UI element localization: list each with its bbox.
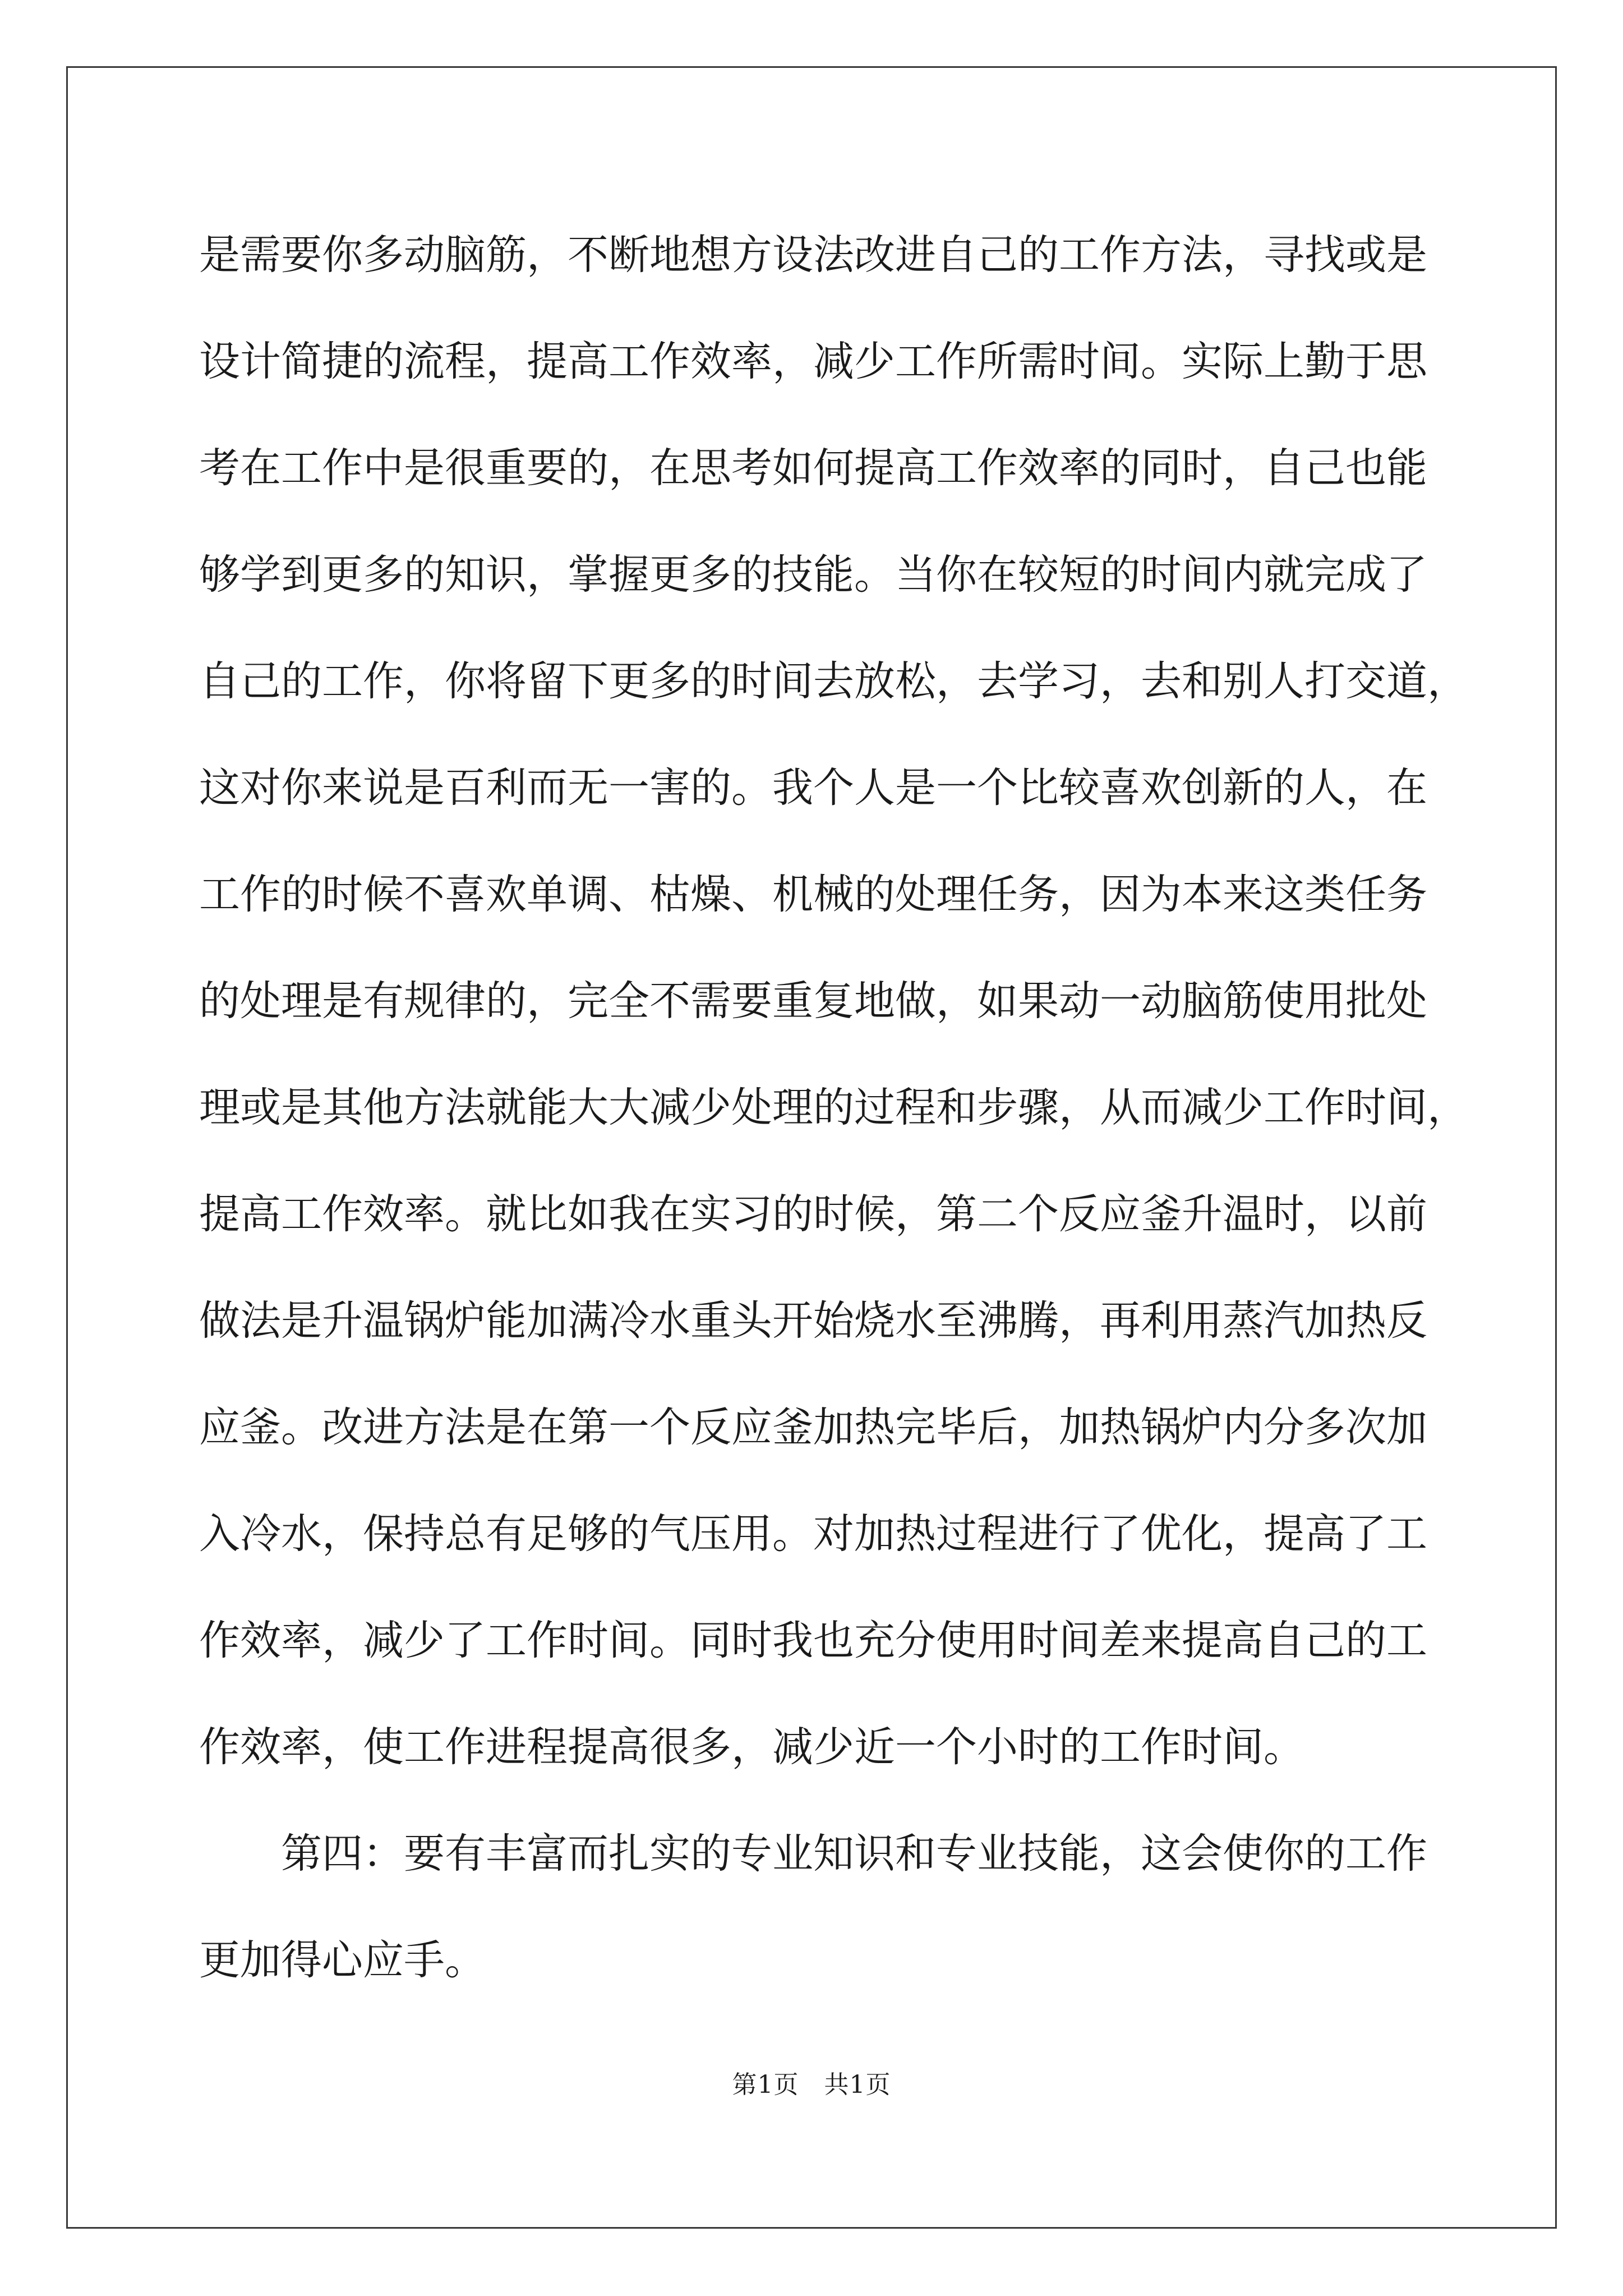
text-line: 作效率，减少了工作时间。同时我也充分使用时间差来提高自己的工	[199, 1617, 1427, 1664]
text-line: 工作的时候不喜欢单调、枯燥、机械的处理任务，因为本来这类任务	[199, 871, 1427, 918]
text-line: 更加得心应手。	[199, 1936, 486, 1984]
text-line: 自己的工作，你将留下更多的时间去放松，去学习，去和别人打交道，	[199, 657, 1468, 705]
paragraph-start-line: 第四：要有丰富而扎实的专业知识和专业技能，这会使你的工作	[281, 1830, 1427, 1878]
document-body	[199, 202, 1468, 2014]
page-footer: 第1页 共1页	[732, 2070, 891, 2099]
text-line: 够学到更多的知识，掌握更多的技能。当你在较短的时间内就完成了	[199, 551, 1427, 599]
text-line: 考在工作中是很重要的，在思考如何提高工作效率的同时，自己也能	[199, 444, 1427, 492]
text-line: 的处理是有规律的，完全不需要重复地做，如果动一动脑筋使用批处	[199, 977, 1427, 1025]
text-line: 这对你来说是百利而无一害的。我个人是一个比较喜欢创新的人，在	[199, 764, 1427, 812]
text-line: 是需要你多动脑筋，不断地想方设法改进自己的工作方法，寻找或是	[199, 231, 1427, 279]
text-line: 提高工作效率。就比如我在实习的时候，第二个反应釜升温时，以前	[199, 1190, 1427, 1238]
text-line: 入冷水，保持总有足够的气压用。对加热过程进行了优化，提高了工	[199, 1510, 1427, 1558]
text-line: 做法是升温锅炉能加满冷水重头开始烧水至沸腾，再利用蒸汽加热反	[199, 1297, 1427, 1345]
text-line: 设计简捷的流程，提高工作效率，减少工作所需时间。实际上勤于思	[199, 338, 1427, 385]
text-line: 作效率，使工作进程提高很多，减少近一个小时的工作时间。	[199, 1723, 1304, 1771]
text-line: 应釜。改进方法是在第一个反应釜加热完毕后，加热锅炉内分多次加	[199, 1404, 1427, 1451]
text-line: 理或是其他方法就能大大减少处理的过程和步骤，从而减少工作时间，	[199, 1084, 1468, 1131]
